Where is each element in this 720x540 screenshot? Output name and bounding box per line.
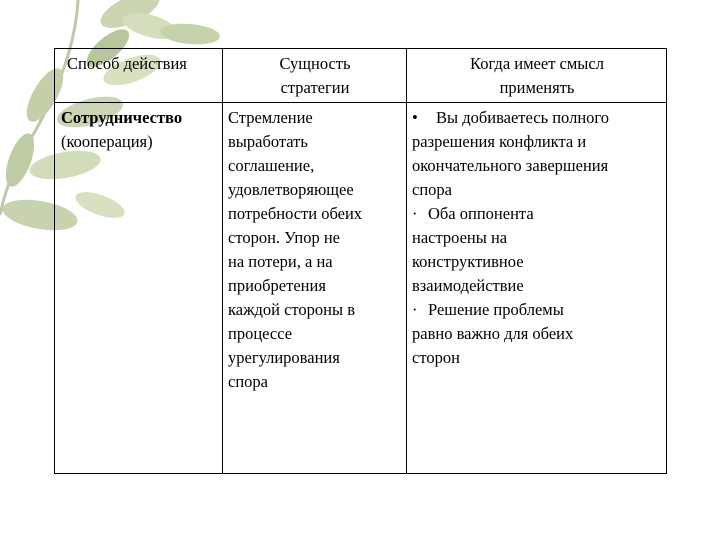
essence-line: спора <box>228 372 268 391</box>
essence-line: урегулирования <box>228 348 340 367</box>
bullet-icon: • <box>412 108 418 127</box>
method-subtitle: (кооперация) <box>61 132 153 151</box>
header-when <box>407 49 667 103</box>
bullet-icon: · <box>412 300 418 319</box>
when-line: равно важно для обеих <box>412 324 574 343</box>
bullet-icon: · <box>412 204 418 223</box>
essence-line: процессе <box>228 324 293 343</box>
when-line: Вы добиваетесь полного <box>436 108 610 127</box>
when-line: сторон <box>412 348 460 367</box>
header-essence <box>223 49 407 103</box>
cell-essence <box>223 103 407 474</box>
essence-line: удовлетворяющее <box>228 180 354 199</box>
when-line: конструктивное <box>412 252 524 271</box>
method-name: Сотрудничество <box>61 108 183 127</box>
header-essence-line: стратегии <box>280 78 350 97</box>
table-row <box>55 103 667 474</box>
table-header-row <box>55 49 667 103</box>
header-when-line: применять <box>499 78 575 97</box>
essence-line: потребности обеих <box>228 204 363 223</box>
when-line: Оба оппонента <box>428 204 534 223</box>
header-method-label: Способ действия <box>67 54 187 73</box>
essence-line: соглашение, <box>228 156 315 175</box>
essence-line: выработать <box>228 132 308 151</box>
essence-line: каждой стороны в <box>228 300 355 319</box>
when-line: окончательного завершения <box>412 156 609 175</box>
essence-line: сторон. Упор не <box>228 228 340 247</box>
header-method <box>55 49 223 103</box>
when-line: настроены на <box>412 228 508 247</box>
when-line: Решение проблемы <box>428 300 564 319</box>
cell-when <box>407 103 667 474</box>
header-when-line: Когда имеет смысл <box>470 54 604 73</box>
essence-line: на потери, а на <box>228 252 333 271</box>
essence-line: Стремление <box>228 108 313 127</box>
cell-method <box>55 103 223 474</box>
when-line: спора <box>412 180 452 199</box>
essence-line: приобретения <box>228 276 326 295</box>
header-essence-line: Сущность <box>279 54 351 73</box>
when-line: разрешения конфликта и <box>412 132 587 151</box>
strategy-table <box>54 48 667 474</box>
when-line: взаимодействие <box>412 276 524 295</box>
